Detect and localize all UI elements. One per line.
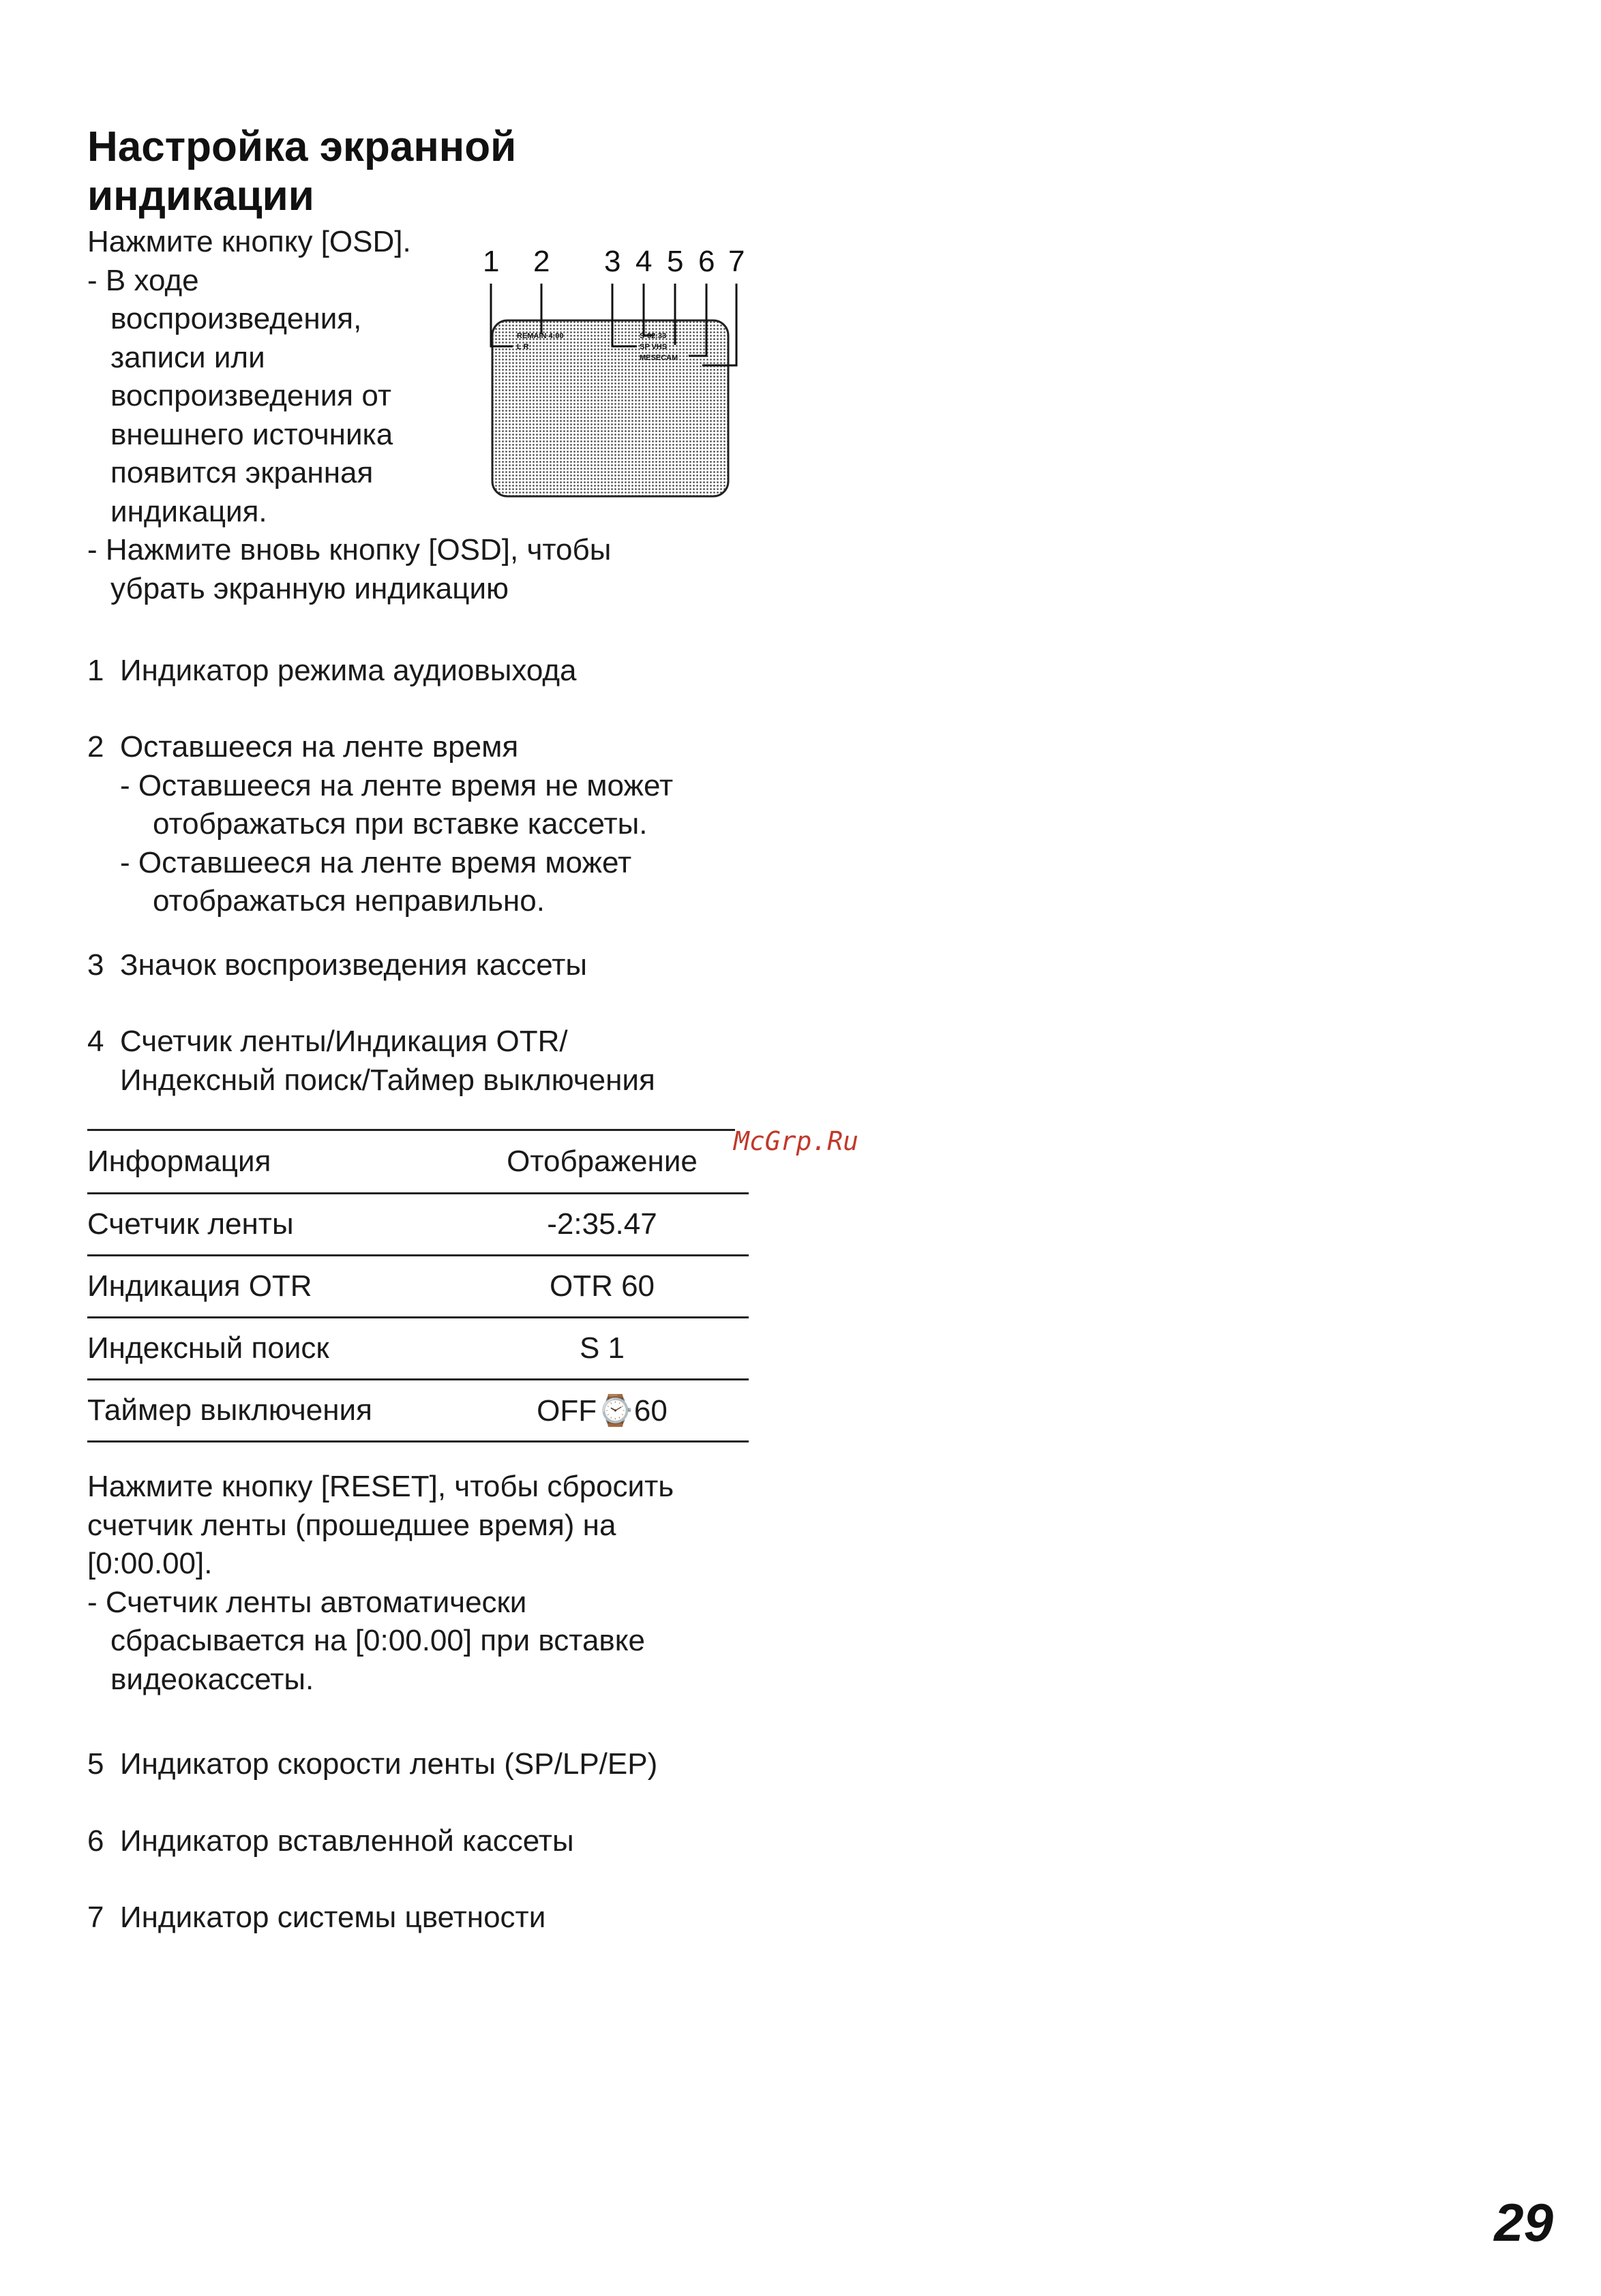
list-item-text: Индикатор системы цветности <box>120 1901 546 1934</box>
list-item-5 <box>87 1745 657 1784</box>
table-row <box>87 1318 749 1380</box>
list-item-number: 5 <box>87 1747 104 1781</box>
table-cell: OTR 60 <box>455 1256 749 1318</box>
diagram-label-3: 3 <box>604 245 621 278</box>
table-cell: Индикация OTR <box>87 1256 455 1318</box>
table-cell: Индексный поиск <box>87 1318 455 1380</box>
reset-bullet-line: - Счетчик ленты автоматически <box>87 1585 527 1619</box>
diagram-label-2: 2 <box>533 245 550 278</box>
intro-bullet-1-line: индикация. <box>110 494 267 528</box>
osd-diagram <box>470 245 757 504</box>
table-cell: OFF⌚60 <box>455 1380 749 1442</box>
list-item-text: Индексный поиск/Таймер выключения <box>120 1063 655 1097</box>
page-title <box>87 123 701 221</box>
reset-block <box>87 1468 674 1699</box>
list-item-text: Счетчик ленты/Индикация OTR/ <box>120 1025 568 1058</box>
diagram-label-1: 1 <box>483 245 500 278</box>
list-item-6 <box>87 1822 574 1861</box>
osd-info-table <box>87 1130 749 1442</box>
list-item-7 <box>87 1899 545 1937</box>
intro-bullet-1-line: - В ходе <box>87 263 199 297</box>
reset-bullet-line: сбрасывается на [0:00.00] при вставке <box>110 1624 646 1657</box>
table-row <box>87 1380 749 1442</box>
list-item-number: 6 <box>87 1824 104 1858</box>
title-line-2: индикации <box>87 172 314 220</box>
list-item-1 <box>87 652 577 691</box>
list-item-subnote: отображаться неправильно. <box>153 884 545 918</box>
table-header-row <box>87 1130 749 1194</box>
table-header-info: Информация <box>87 1130 455 1194</box>
intro-bullet-1-line: воспроизведения от <box>110 379 391 412</box>
watermark: McGrp.Ru <box>734 1126 859 1156</box>
screen-text-remain: REMAIN 4:00 <box>517 332 564 340</box>
intro-bullet-2-line: убрать экранную индикацию <box>110 571 509 605</box>
list-item-4 <box>87 1023 655 1100</box>
list-item-text: Индикатор вставленной кассеты <box>120 1824 574 1858</box>
table-cell: S 1 <box>455 1318 749 1380</box>
reset-line: Нажмите кнопку [RESET], чтобы сбросить <box>87 1470 674 1503</box>
list-item-body <box>120 728 673 921</box>
list-item-subnote: отображаться при вставке кассеты. <box>153 807 648 841</box>
diagram-number-labels <box>483 245 745 278</box>
intro-bullet-1-line: внешнего источника <box>110 417 393 451</box>
list-item-number: 4 <box>87 1025 104 1058</box>
list-item-subnote: - Оставшееся на ленте время может <box>120 845 632 879</box>
table-header-display: Отображение <box>455 1130 749 1194</box>
diagram-label-4: 4 <box>635 245 653 278</box>
diagram-label-6: 6 <box>698 245 715 278</box>
intro-bullet-2 <box>87 531 611 608</box>
diagram-label-7: 7 <box>728 245 745 278</box>
intro-bullet-1-line: появится экранная <box>110 456 374 489</box>
screen-text-audio: L R <box>517 343 529 351</box>
screen-text-counter: S-02:33 <box>640 332 667 340</box>
list-item-text: Индикатор режима аудиовыхода <box>120 654 577 687</box>
screen-text-speed: SP VHS <box>640 343 668 351</box>
intro-bullet-1-line: записи или <box>110 340 265 374</box>
table-row <box>87 1256 749 1318</box>
reset-line: [0:00.00]. <box>87 1547 213 1580</box>
list-item-text: Оставшееся на ленте время <box>120 730 519 764</box>
list-item-body <box>120 1023 655 1100</box>
reset-line: счетчик ленты (прошедшее время) на <box>87 1508 616 1542</box>
list-item-number: 2 <box>87 730 104 764</box>
reset-bullet-line: видеокассеты. <box>110 1662 314 1696</box>
list-item-number: 3 <box>87 948 104 982</box>
list-item-2 <box>87 728 673 921</box>
table-cell: Таймер выключения <box>87 1380 455 1442</box>
list-item-text: Значок воспроизведения кассеты <box>120 948 588 982</box>
intro-bullet-1-line: воспроизведения, <box>110 302 362 335</box>
table-cell: Счетчик ленты <box>87 1194 455 1256</box>
table-row <box>87 1194 749 1256</box>
list-item-number: 7 <box>87 1901 104 1934</box>
page-number: 29 <box>1494 2192 1553 2252</box>
list-item-number: 1 <box>87 654 104 687</box>
intro-press: Нажмите кнопку [OSD]. <box>87 225 411 258</box>
diagram-label-5: 5 <box>667 245 684 278</box>
title-line-1: Настройка экранной <box>87 123 517 170</box>
table-cell: -2:35.47 <box>455 1194 749 1256</box>
list-item-3 <box>87 946 587 985</box>
list-item-subnote: - Оставшееся на ленте время не может <box>120 768 674 802</box>
list-item-text: Индикатор скорости ленты (SP/LP/EP) <box>120 1747 658 1781</box>
screen-text-color: MESECAM <box>640 354 678 362</box>
intro-bullet-2-line: - Нажмите вновь кнопку [OSD], чтобы <box>87 533 612 567</box>
